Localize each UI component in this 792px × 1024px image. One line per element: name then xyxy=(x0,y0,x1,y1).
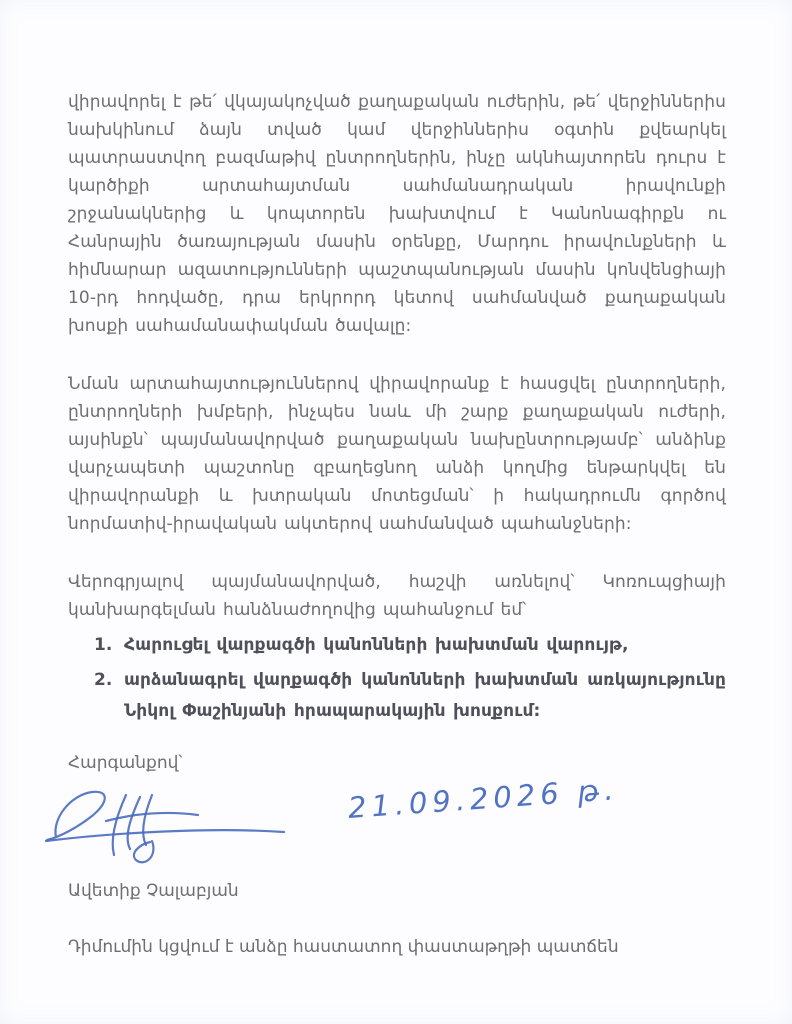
signer-name: Ավետիք Չալաբյան xyxy=(68,881,239,901)
letter-body xyxy=(68,88,726,961)
demand-item-2: 2. արձանագրել վարքագծի կանոնների խախտման առկայությունը Նիկոլ Փաշինյանի հրապարակային խոսքում: xyxy=(120,665,726,727)
body-paragraph-1: վիրավորել է թե՛ վկայակոչված քաղաքական ուժերին, թե՛ վերջիններիս նախկինում ձայն տված կամ վերջիններիս օգտին քվեարկել պատրաստվող բազմաթիվ ընտրողներին, ինչը ակնհայտորեն դուրս է կարծիքի արտահայտման սահմանադրական իրավունքի շրջանակներից և կոպտորեն խախտվում է Կանոնագիրքն ու Հանրային ծառայության մասին օրենքը, Մարդու իրավունքների և հիմնարար ազատությունների պաշտպանության մասին կոնվենցիայի 10-րդ հոդվածը, դրա երկրորդ կետով սահմանված քաղաքական խոսքի սահամանափակման ծավալը: xyxy=(68,92,726,336)
attachment-note: Դիմումին կցվում է անձը հաստատող փաստաթղթի պատճեն xyxy=(68,937,619,957)
signature-row xyxy=(68,772,726,877)
handwritten-date: 21.09.2026 թ. xyxy=(346,772,620,825)
signature-ink-icon xyxy=(40,783,290,868)
body-paragraph-2: Նման արտահայտություններով վիրավորանք է հասցվել ընտրողների, ընտրողների խմբերի, ինչպես նաև մի շարք քաղաքական ուժերի, այսինքն՝ պայմանավորված քաղաքական նախընտրությամբ՝ անձինք վարչապետի պաշտոնը զբաղեցնող անձի կողմից ենթարկվել են վիրավորանքի և խտրական մոտեցման՝ ի հակադրումն գործով նորմատիվ-իրավական ակտերով սահմանված պահանջների: xyxy=(68,374,726,534)
demand-item-1: 1. Հարուցել վարքագծի կանոնների խախտման վարույթ, xyxy=(120,630,726,661)
demands-intro-paragraph: Վերոգրյալով պայմանավորված, հաշվի առնելով՝ Կոռուպցիայի կանխարգելման հանձնաժողովից պահանջում եմ՝ xyxy=(68,572,726,620)
demands-list xyxy=(68,630,726,727)
signature-scribble xyxy=(40,783,290,868)
salutation: Հարգանքով՝ xyxy=(68,753,183,773)
